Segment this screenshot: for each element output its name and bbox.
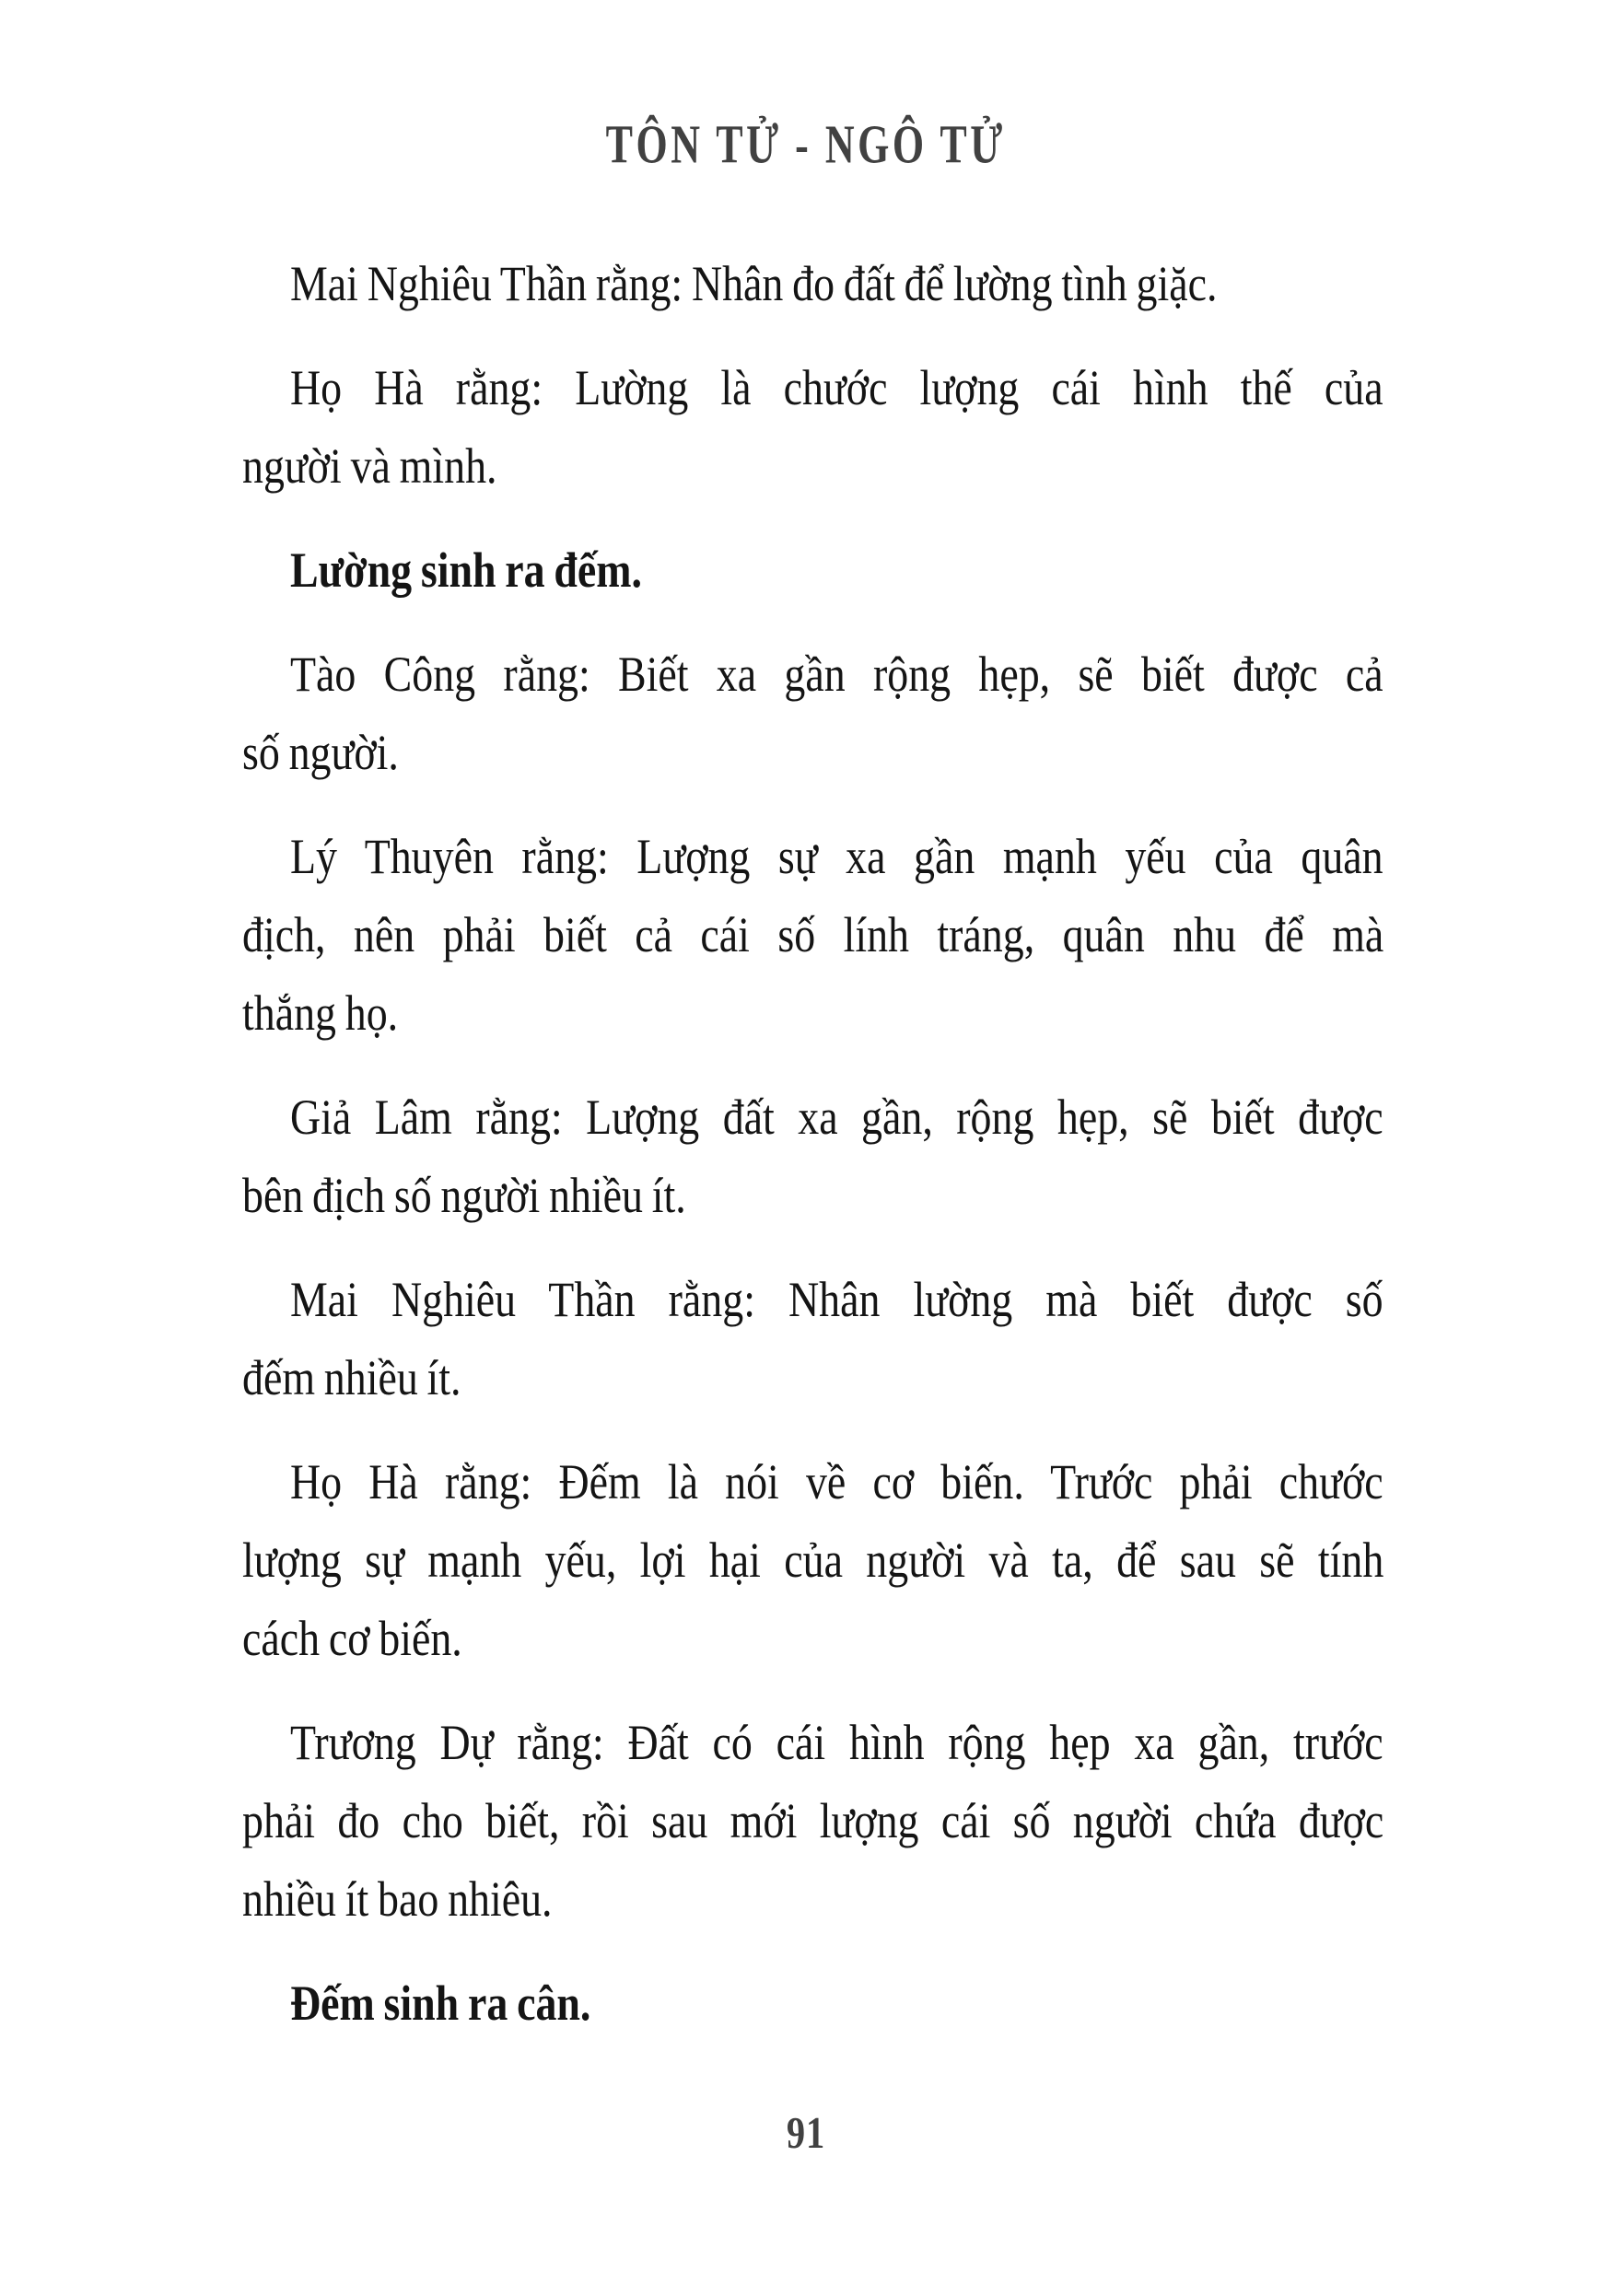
paragraph	[242, 818, 1383, 1053]
page-number-value: 91	[786, 2108, 825, 2158]
paragraph	[242, 635, 1383, 792]
text-line: Lý Thuyên rằng: Lượng sự xa gần mạnh yếu của quân	[290, 829, 1383, 884]
section-heading	[242, 531, 1383, 610]
text-line: người và mình.	[242, 438, 497, 494]
text-line: phải đo cho biết, rồi sau mới lượng cái số người chứa được	[242, 1793, 1384, 1848]
paragraph	[242, 245, 1383, 323]
paragraph	[242, 1704, 1383, 1939]
text-line: Đếm sinh ra cân.	[290, 1975, 591, 2031]
text-line: Giả Lâm rằng: Lượng đất xa gần, rộng hẹp, sẽ biết được	[290, 1090, 1383, 1145]
text-line: Mai Nghiêu Thần rằng: Nhân đo đất để lường tình giặc.	[290, 256, 1218, 311]
paragraph	[242, 1261, 1383, 1417]
text-line: nhiều ít bao nhiêu.	[242, 1871, 553, 1927]
text-line: lượng sự mạnh yếu, lợi hại của người và ta, để sau sẽ tính	[242, 1533, 1384, 1588]
paragraph	[242, 349, 1383, 506]
section-heading	[242, 1964, 1383, 2043]
text-line: cách cơ biến.	[242, 1611, 462, 1666]
text-line: số người.	[242, 725, 399, 780]
text-line: Tào Công rằng: Biết xa gần rộng hẹp, sẽ biết được cả	[290, 647, 1383, 702]
text-line: bên địch số người nhiều ít.	[242, 1168, 686, 1223]
text-line: thắng họ.	[242, 985, 399, 1041]
text-line: Trương Dự rằng: Đất có cái hình rộng hẹp xa gần, trước	[290, 1715, 1383, 1770]
text-line: địch, nên phải biết cả cái số lính tráng, quân nhu để mà	[242, 907, 1384, 962]
text-line: Họ Hà rằng: Đếm là nói về cơ biến. Trước phải chước	[290, 1454, 1383, 1509]
page-body	[242, 245, 1383, 2069]
text-line: Mai Nghiêu Thần rằng: Nhân lường mà biết được số	[290, 1272, 1383, 1327]
text-line: đếm nhiều ít.	[242, 1350, 461, 1405]
running-header	[0, 112, 1611, 175]
text-line: Họ Hà rằng: Lường là chước lượng cái hình thế của	[290, 360, 1383, 415]
text-line: Lường sinh ra đếm.	[290, 542, 642, 598]
running-header-title: TÔN TỬ - NGÔ TỬ	[605, 113, 1006, 175]
page-number	[0, 2107, 1611, 2158]
paragraph	[242, 1443, 1383, 1678]
paragraph	[242, 1078, 1383, 1235]
